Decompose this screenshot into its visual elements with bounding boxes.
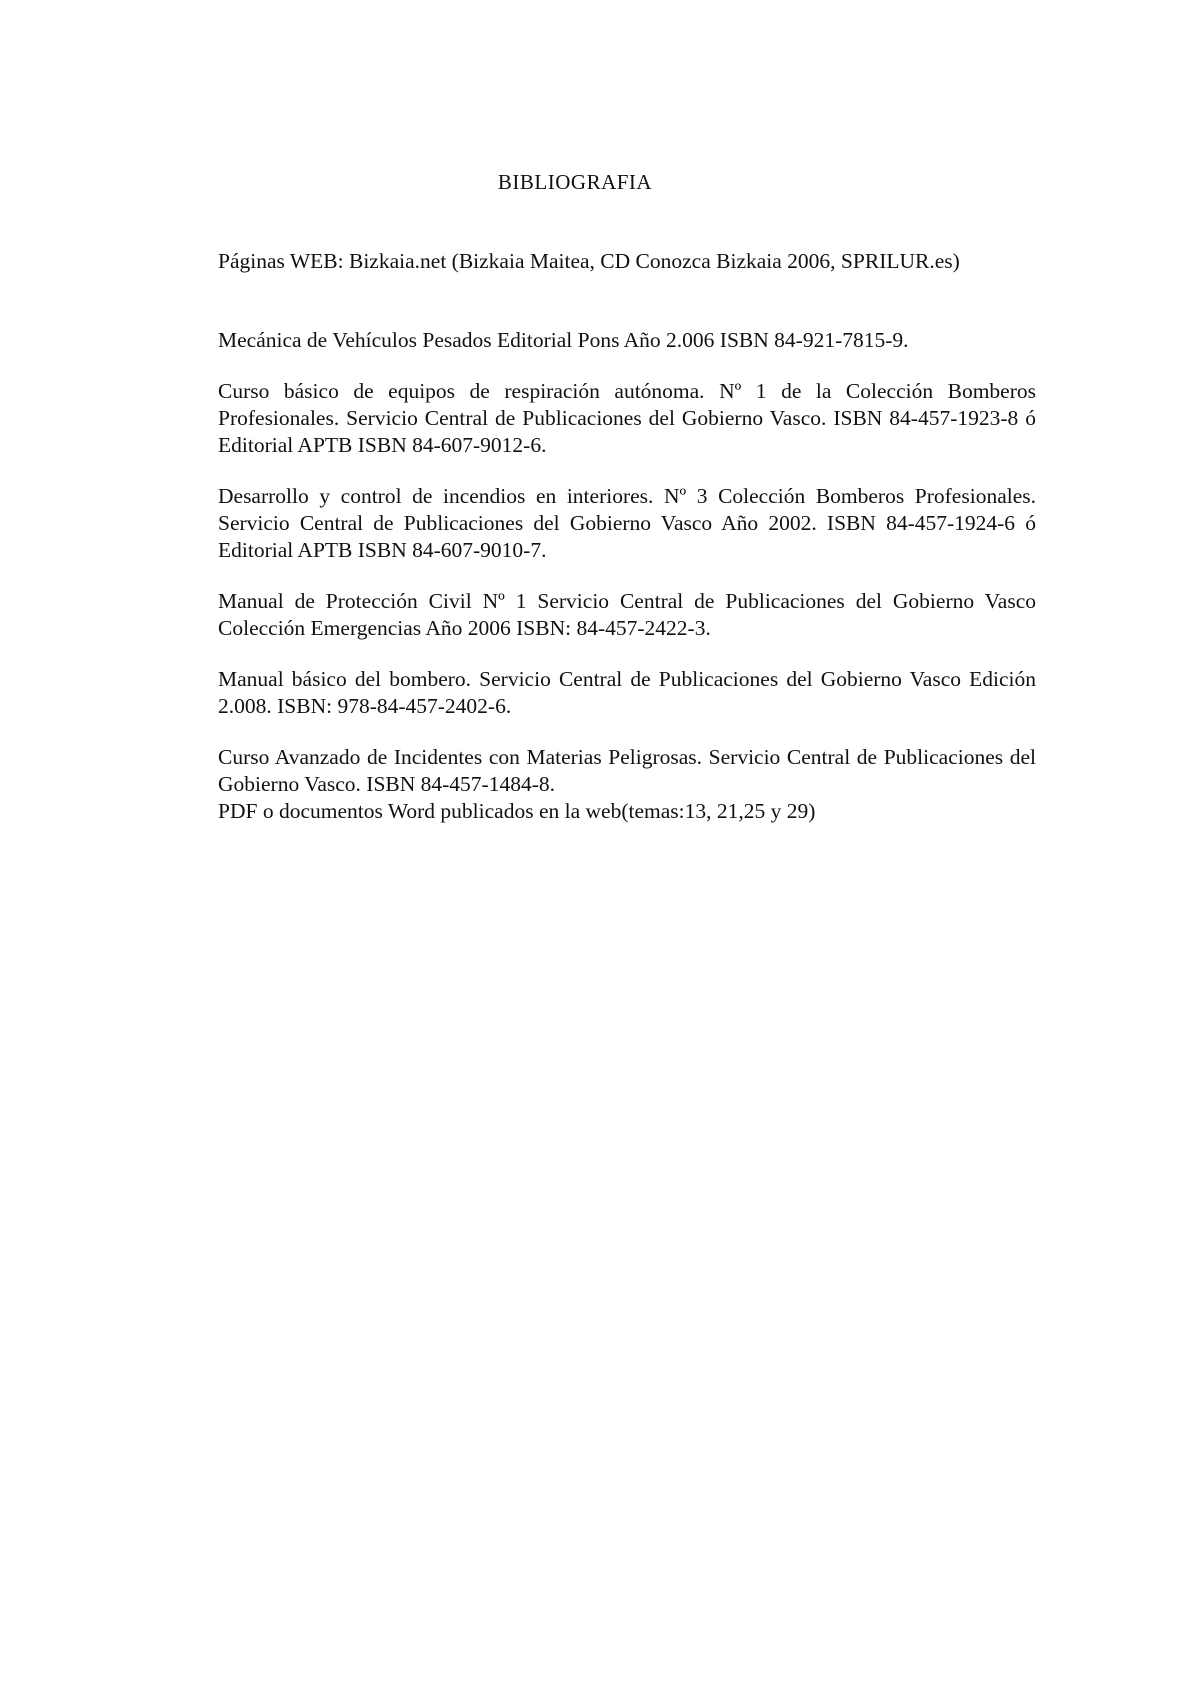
bibliography-entry-web: Páginas WEB: Bizkaia.net (Bizkaia Maitea, CD Conozca Bizkaia 2006, SPRILUR.es) [218,249,960,273]
page-title: BIBLIOGRAFIA [497,170,653,194]
bibliography-entry-proteccion-civil: Manual de Protección Civil Nº 1 Servicio Central de Publicaciones del Gobierno Vasco Colección Emergencias Año 2006 ISBN: 84-457-2422-3. [218,589,1036,640]
bibliography-entry-incendios: Desarrollo y control de incendios en interiores. Nº 3 Colección Bomberos Profesionales. Servicio Central de Publicaciones del Gobierno Vasco Año 2002. ISBN 84-457-1924-6 ó Editorial APTB ISBN 84-607-9010-7. [218,484,1036,562]
bibliography-entry-pdf-word: PDF o documentos Word publicados en la web(temas:13, 21,25 y 29) [218,799,816,823]
bibliography-list [218,248,1036,825]
bibliography-entry-manual-bombero: Manual básico del bombero. Servicio Central de Publicaciones del Gobierno Vasco Edición 2.008. ISBN: 978-84-457-2402-6. [218,667,1036,718]
bibliography-entry-respiracion: Curso básico de equipos de respiración autónoma. Nº 1 de la Colección Bomberos Profesionales. Servicio Central de Publicaciones del Gobierno Vasco. ISBN 84-457-1923-8 ó Editorial APTB ISBN 84-607-9012-6. [218,379,1036,457]
bibliography-entry-mecanica: Mecánica de Vehículos Pesados Editorial Pons Año 2.006 ISBN 84-921-7815-9. [218,328,909,352]
bibliography-entry-materias-peligrosas: Curso Avanzado de Incidentes con Materias Peligrosas. Servicio Central de Publicaciones del Gobierno Vasco. ISBN 84-457-1484-8. [218,745,1036,796]
